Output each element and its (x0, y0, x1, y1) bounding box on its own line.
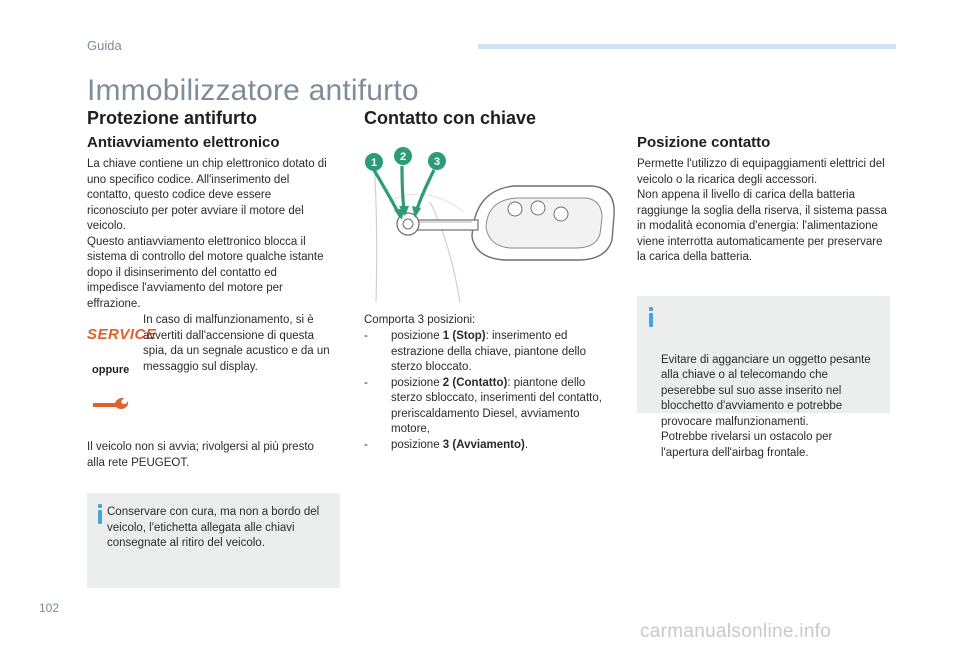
position-label-2: 2 (399, 151, 407, 163)
watermark: carmanualsonline.info (640, 621, 832, 642)
list-item (364, 329, 612, 376)
tip-keyring-text: Evitare di agganciare un oggetto pesante alla chiave o al telecomando che peserebbe sul suo asse inserito nel blocchetto d'avviamento e potrebbe provocare malfunzionamenti. Potrebbe rivelarsi un ostacolo per l'apertura dell'airbag frontale. (661, 353, 871, 459)
heading-theft-protection: Protezione antifurto (87, 108, 257, 128)
position-name: 3 (Avviamento) (442, 438, 525, 451)
position-prefix: posizione (391, 376, 443, 389)
position-badge-2 (394, 147, 412, 165)
wrench-icon (91, 394, 131, 414)
position-desc: : piantone dello sterzo sbloccato, inserimenti del contatto, preriscaldamento Diesel, avviamento motore, (391, 376, 602, 435)
tip-box-label (87, 493, 340, 588)
service-badge-text: SERVICE (87, 326, 157, 343)
position-label-3: 3 (433, 156, 441, 168)
header-rule (478, 44, 896, 49)
section-label: Guida (87, 38, 122, 53)
immobilizer-paragraph: La chiave contiene un chip elettronico dotato di uno specifico codice. All'inserimento del contatto, questo codice deve essere riconosciuto per poter avviare il motore del veicolo. Questo antiavviamento elettronico blocca il sistema di controllo del motore qualche istante dopo il disinserimento del contatto ed impedisce l'avviamento del motore per effrazione. (87, 158, 327, 310)
dealer-paragraph: Il veicolo non si avvia; rivolgersi al più presto alla rete PEUGEOT. (87, 441, 314, 469)
list-dash: - (364, 438, 368, 451)
key-fob (472, 186, 614, 260)
list-item (364, 438, 612, 454)
position-badge-3 (428, 152, 446, 170)
position-prefix: posizione (391, 438, 443, 451)
position-badge-1 (365, 153, 383, 171)
position-label-1: 1 (370, 157, 378, 169)
info-icon-dot (98, 504, 102, 508)
oppure-label: oppure (92, 364, 130, 376)
position-desc: . (524, 438, 529, 451)
list-dash: - (364, 376, 368, 389)
positions-list (364, 329, 612, 453)
tip-box-keyring (637, 296, 890, 459)
position-prefix: posizione (391, 330, 443, 342)
service-warning-badge (87, 326, 157, 346)
malfunction-paragraph: In caso di malfunzionamento, si è avvertiti dall'accensione di questa spia, da un segnale acustico e da un messaggio sul display. (143, 314, 330, 373)
info-icon-dot (649, 307, 653, 311)
info-icon-bar (98, 510, 102, 524)
position-name: 2 (Contatto) (442, 376, 508, 389)
heading-key-ignition: Contatto con chiave (364, 108, 537, 128)
ignition-key-figure (364, 142, 618, 304)
tip-label-text: Conservare con cura, ma non a bordo del veicolo, l'etichetta allegata alle chiavi consegnate al ritiro del veicolo. (107, 506, 320, 549)
page-number: 102 (39, 601, 60, 615)
page-title: Immobilizzatore antifurto (87, 74, 419, 107)
list-item (364, 376, 612, 438)
positions-intro: Comporta 3 posizioni: (364, 314, 476, 326)
ignition-position-paragraph: Permette l'utilizzo di equipaggiamenti elettrici del veicolo o la ricarica degli accessori. Non appena il livello di carica della batteria raggiunge la soglia della riserva, il sistema passa in modalità economia d'energia: l'alimentazione viene interrotta automaticamente per preservare la carica della batteria. (637, 158, 887, 263)
info-icon-bar (649, 313, 653, 327)
position-name: 1 (Stop) (442, 330, 486, 342)
subheading-ignition-position: Posizione contatto (637, 134, 771, 151)
list-dash: - (364, 330, 368, 342)
position-desc: : inserimento ed estrazione della chiave, piantone dello sterzo bloccato. (391, 330, 586, 373)
subheading-electronic-immobilizer: Antiavviamento elettronico (87, 134, 280, 151)
